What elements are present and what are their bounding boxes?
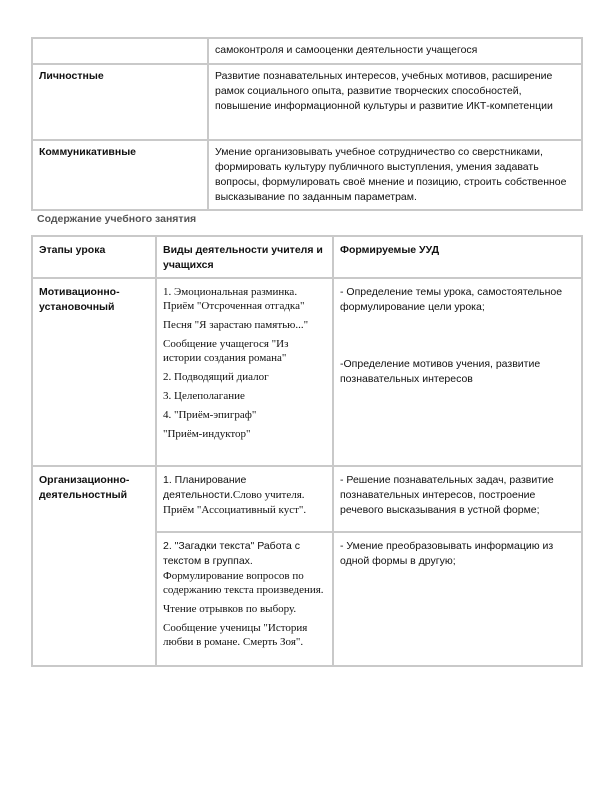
uud-item: - Решение познавательных задач, развитие познавательных интересов, построение речевого высказывания в устной форме; [333,466,582,532]
uud-table [31,37,583,211]
stage-name: Мотивационно-установочный [32,278,156,466]
header-activities: Виды деятельности учителя и учащихся [156,236,333,278]
activity-item: Чтение отрывков по выбору. [163,603,297,615]
uud-item: -Определение мотивов учения, развитие познавательных интересов [340,358,541,385]
table-cell [32,38,208,64]
uud-cell [333,278,582,466]
activity-item: "Приём-индуктор" [163,428,251,440]
header-stages: Этапы урока [32,236,156,278]
header-uud: Формируемые УУД [333,236,582,278]
activities-cell [156,532,333,666]
activity-item: 4. "Приём-эпиграф" [163,409,257,421]
row-text-communicative: Умение организовывать учебное сотрудничество со сверстниками, формировать культуру публичного выступления, умения задавать вопросы, формулировать своё мнение и позицию, строить собственное высказывание по заданным параметрам. [208,140,582,210]
activities-cell [156,278,333,466]
activities-cell [156,466,333,532]
table-header-row [32,236,582,278]
activity-item: Формулирование вопросов по содержанию текста произведения. [163,570,324,596]
row-label-communicative: Коммуникативные [32,140,208,210]
row-text-personal: Развитие познавательных интересов, учебных мотивов, расширение рамок социального опыта, развитие творческих способностей, повышение информационной культуры и развитие ИКТ-компетенции [208,64,582,140]
activity-plain: 2. "Загадки текста" Работа с текстом в группах. [163,540,301,567]
table-row [32,38,582,64]
lesson-table [31,235,583,667]
stage-name: Организационно-деятельностный [32,466,156,666]
table-row [32,278,582,466]
activity-item: Сообщение учащегося "Из истории создания романа" [163,338,289,364]
activity-item: 2. Подводящий диалог [163,371,269,383]
table-cell [208,38,582,64]
section-caption: Содержание учебного занятия [37,213,197,225]
table-row [32,140,582,210]
activity-item: 3. Целеполагание [163,390,245,402]
spacer [340,315,576,357]
activity-item: 1. Эмоциональная разминка. Приём "Отсроченная отгадка" [163,286,305,312]
continuation-text: самоконтроля и самооценки деятельности учащегося [215,44,478,56]
activity-item: Сообщение ученицы "История любви в романе. Смерть Зоя". [163,622,308,648]
table-row [32,466,582,532]
activity-serif: Слово учителя. Приём "Ассоциативный куст". [163,489,307,516]
activity-plain: 1. Планирование деятельности. [163,474,247,501]
uud-item: - Умение преобразовывать информацию из одной формы в другую; [333,532,582,666]
uud-item: - Определение темы урока, самостоятельное формулирование цели урока; [340,286,563,313]
row-label-personal: Личностные [32,64,208,140]
table-row [32,64,582,140]
activity-item: Песня "Я зарастаю памятью..." [163,319,309,331]
activity-serif-group [163,569,327,649]
